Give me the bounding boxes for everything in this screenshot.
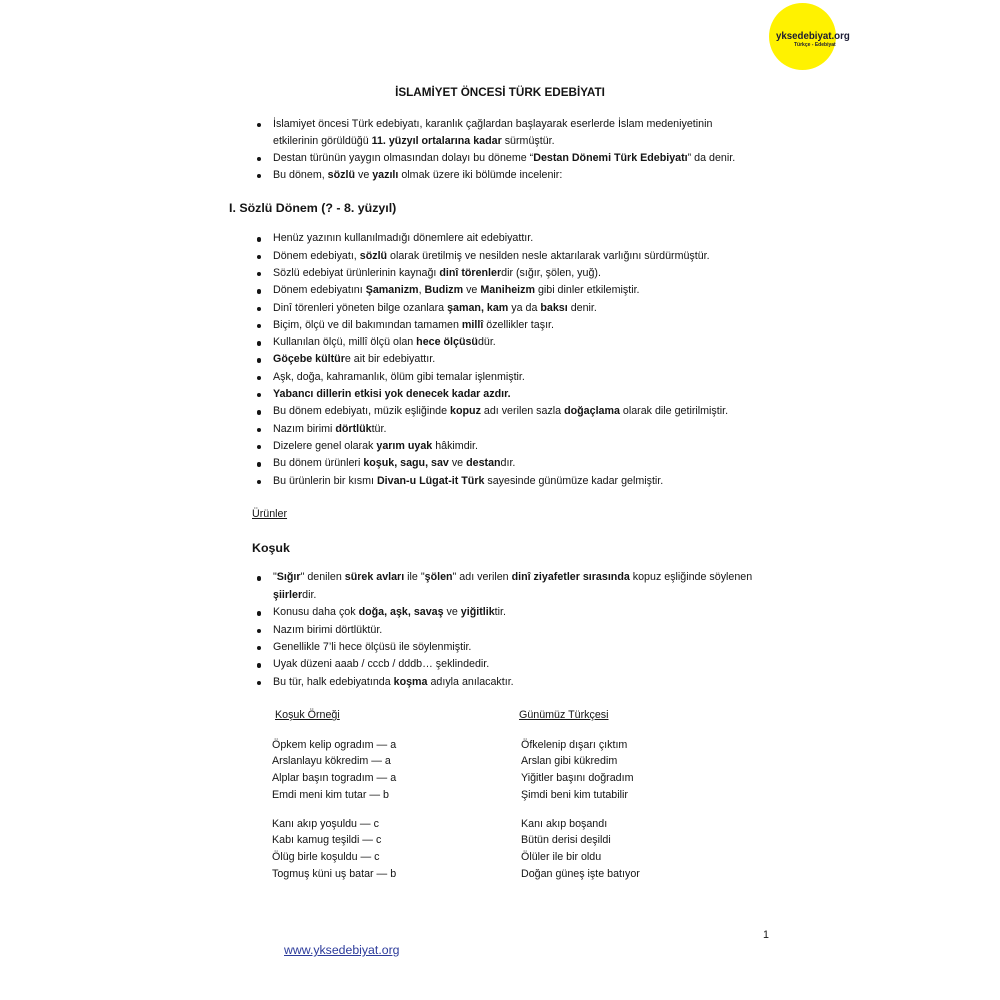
item-bold-text: yiğitlik xyxy=(460,606,495,619)
item-bold-text: baksı xyxy=(540,301,568,314)
item-bold-text: doğa, aşk, savaş xyxy=(358,606,444,619)
poem-line: Ölüg birle koşuldu — c xyxy=(272,851,380,864)
item-text: olmak üzere iki bölümde incelenir: xyxy=(398,168,563,181)
bullet-icon xyxy=(257,123,261,127)
item-text: Nazım birimi xyxy=(273,422,336,435)
bullet-icon xyxy=(257,462,261,466)
item-text: adı verilen sazla xyxy=(480,405,565,418)
bullet-icon xyxy=(257,428,261,432)
poem-original-title: Koşuk Örneği xyxy=(275,709,340,722)
list-item xyxy=(273,282,728,299)
item-bold-text: doğaçlama xyxy=(564,405,620,418)
poem-line: Bütün derisi deşildi xyxy=(521,834,611,847)
poem-modern-column xyxy=(521,737,640,883)
stanza xyxy=(272,816,396,883)
item-text: , xyxy=(418,284,425,297)
item-text: tir. xyxy=(494,606,506,619)
item-bold-text: Göçebe kültür xyxy=(273,353,345,366)
item-text: ve xyxy=(463,284,481,297)
list-item xyxy=(273,116,735,150)
item-text: etkilerinin görüldüğü xyxy=(273,134,372,147)
item-bold-text: destan xyxy=(466,457,501,470)
item-text: " xyxy=(273,571,277,584)
item-text: özellikler taşır. xyxy=(483,318,554,331)
item-bold-text: millî xyxy=(461,318,484,331)
website-link[interactable]: www.yksedebiyat.org xyxy=(284,943,400,957)
poem-line: Arslanlayu kökredim — a xyxy=(272,755,391,768)
item-text: Bu dönem, xyxy=(273,168,328,181)
item-bold-text: sürek avları xyxy=(344,571,405,584)
item-bold-text: yazılı xyxy=(372,168,399,181)
item-text: Uyak düzeni aaab / cccb / dddb… şeklindedir. xyxy=(273,658,490,671)
item-text: gibi dinler etkilemiştir. xyxy=(534,284,640,297)
item-text: Kullanılan ölçü, millî ölçü olan xyxy=(273,336,417,349)
item-bold-text: sözlü xyxy=(327,168,355,181)
item-text: tür. xyxy=(371,422,387,435)
item-text: Destan türünün yaygın olmasından dolayı bu döneme “ xyxy=(273,151,534,164)
bullet-icon xyxy=(257,611,261,615)
bullet-icon xyxy=(257,307,261,311)
poem-original-column xyxy=(272,737,396,883)
bullet-icon xyxy=(257,376,261,380)
item-text: Dizelere genel olarak xyxy=(273,439,377,452)
poem-line: Ölüler ile bir oldu xyxy=(521,851,602,864)
bullet-icon xyxy=(257,358,261,362)
poem-line: Kanı akıp yoşuldu — c xyxy=(272,817,379,830)
list-item xyxy=(273,438,728,455)
list-item xyxy=(273,473,728,490)
poem-line: Öpkem kelip ogradım — a xyxy=(272,738,397,751)
list-item xyxy=(273,230,728,247)
poem-line: Yiğitler başını doğradım xyxy=(521,772,634,785)
item-text: ile " xyxy=(404,571,425,584)
list-item xyxy=(273,656,752,673)
item-bold-text: Maniheizm xyxy=(480,284,535,297)
item-text: Nazım birimi dörtlüktür. xyxy=(273,623,383,636)
item-text: olarak dile getirilmiştir. xyxy=(619,405,729,418)
item-text: sürmüştür. xyxy=(501,134,555,147)
list-item xyxy=(273,265,728,282)
bullet-icon xyxy=(257,681,261,685)
bullet-icon xyxy=(257,629,261,633)
list-item xyxy=(273,167,735,184)
item-bold-text: Şamanizm xyxy=(365,284,419,297)
item-text: " adı verilen xyxy=(452,571,512,584)
item-text: Henüz yazının kullanılmadığı dönemlere ait edebiyattır. xyxy=(273,232,534,245)
item-text: Bu tür, halk edebiyatında xyxy=(273,675,394,688)
item-bold-text: dörtlük xyxy=(335,422,372,435)
item-bold-text: Divan-u Lügat-it Türk xyxy=(376,474,485,487)
list-item xyxy=(273,369,728,386)
item-bold-text: Budizm xyxy=(424,284,464,297)
poem-line: Togmuş küni uş batar — b xyxy=(272,867,397,880)
item-bold-text: şaman, kam xyxy=(447,301,509,314)
page-number: 1 xyxy=(763,929,769,942)
logo-tagline: Türkçe - Edebiyat xyxy=(794,42,836,48)
page-title: İSLAMİYET ÖNCESİ TÜRK EDEBİYATI xyxy=(395,86,605,99)
item-text: İslamiyet öncesi Türk edebiyatı, karanlık çağlardan başlayarak eserlerde İslam medeniyetinin xyxy=(273,117,713,130)
list-item xyxy=(273,639,752,656)
list-item xyxy=(273,150,735,167)
item-text: ya da xyxy=(508,301,541,314)
bullet-icon xyxy=(257,445,261,449)
item-text: Bu dönem edebiyatı, müzik eşliğinde xyxy=(273,405,451,418)
item-text: hâkimdir. xyxy=(432,439,478,452)
bullet-icon xyxy=(257,341,261,345)
oral-period-list xyxy=(273,230,728,489)
item-bold-text: sözlü xyxy=(359,249,388,262)
item-text: ve xyxy=(448,457,467,470)
stanza xyxy=(521,816,640,883)
item-text: e ait bir edebiyattır. xyxy=(344,353,436,366)
item-text: Konusu daha çok xyxy=(273,606,359,619)
item-text: dir (sığır, şölen, yuğ). xyxy=(501,266,601,279)
list-item xyxy=(273,248,728,265)
bullet-icon xyxy=(257,663,261,667)
bullet-icon xyxy=(257,174,261,178)
stanza xyxy=(521,737,640,804)
item-text: " denilen xyxy=(300,571,345,584)
bullet-icon xyxy=(257,646,261,650)
list-item xyxy=(273,351,728,368)
bullet-icon xyxy=(257,289,261,293)
list-item xyxy=(273,334,728,351)
item-bold-text: dinî ziyafetler sırasında xyxy=(511,571,630,584)
poem-line: Emdi meni kim tutar — b xyxy=(272,788,389,801)
item-text: Sözlü edebiyat ürünlerinin kaynağı xyxy=(273,266,440,279)
item-text: adıyla anılacaktır. xyxy=(427,675,514,688)
list-item xyxy=(273,674,752,691)
intro-list xyxy=(273,116,735,184)
poem-line: Kabı kamug teşildi — c xyxy=(272,834,382,847)
list-item xyxy=(273,386,728,403)
item-bold-text: şölen xyxy=(424,571,453,584)
item-text: kopuz eşliğinde söylenen xyxy=(629,571,753,584)
item-bold-text: dinî törenler xyxy=(439,266,502,279)
item-text: denir. xyxy=(567,301,597,314)
kosuk-heading: Koşuk xyxy=(252,541,290,555)
bullet-icon xyxy=(257,255,261,259)
item-text: dır. xyxy=(500,457,516,470)
products-label: Ürünler xyxy=(252,508,288,521)
bullet-icon xyxy=(257,324,261,328)
item-bold-text: koşuk, sagu, sav xyxy=(363,457,449,470)
item-bold-text: Destan Dönemi Türk Edebiyatı xyxy=(533,151,688,164)
poem-line: Doğan güneş işte batıyor xyxy=(521,867,640,880)
stanza xyxy=(272,737,396,804)
logo-name: yksedebiyat.org xyxy=(776,31,850,42)
section-heading-oral-period: I. Sözlü Dönem (? - 8. yüzyıl) xyxy=(229,201,397,215)
list-item xyxy=(273,300,728,317)
item-bold-text: koşma xyxy=(393,675,428,688)
bullet-icon xyxy=(257,272,261,276)
item-text: dir. xyxy=(302,588,317,601)
poem-line: Öfkelenip dışarı çıktım xyxy=(521,738,628,751)
item-text: sayesinde günümüze kadar gelmiştir. xyxy=(484,474,664,487)
poem-line: Şimdi beni kim tutabilir xyxy=(521,788,628,801)
poem-modern-title: Günümüz Türkçesi xyxy=(519,709,609,722)
item-text: Dönem edebiyatı, xyxy=(273,249,360,262)
item-bold-text: kopuz xyxy=(450,405,481,418)
bullet-icon xyxy=(257,237,261,241)
item-text: Dinî törenleri yöneten bilge ozanlara xyxy=(273,301,448,314)
item-text: ” da denir. xyxy=(687,151,736,164)
item-text: ve xyxy=(443,606,461,619)
list-item xyxy=(273,403,728,420)
item-bold-text: yarım uyak xyxy=(376,439,433,452)
list-item xyxy=(273,569,752,604)
poem-line: Arslan gibi kükredim xyxy=(521,755,618,768)
bullet-icon xyxy=(257,480,261,484)
item-bold-text: şiirler xyxy=(273,588,303,601)
bullet-icon xyxy=(257,157,261,161)
item-text: dür. xyxy=(477,336,496,349)
bullet-icon xyxy=(257,576,261,580)
item-bold-text: hece ölçüsü xyxy=(416,336,478,349)
item-text: Bu ürünlerin bir kısmı xyxy=(273,474,377,487)
item-bold-text: Sığır xyxy=(276,571,301,584)
poem-line: Kanı akıp boşandı xyxy=(521,817,608,830)
list-item xyxy=(273,421,728,438)
item-text: ve xyxy=(355,168,373,181)
list-item xyxy=(273,622,752,639)
item-bold-text: Yabancı dillerin etkisi yok denecek kadar azdır. xyxy=(273,388,511,401)
bullet-icon xyxy=(257,393,261,397)
poem-line: Alplar başın togradım — a xyxy=(272,772,397,785)
list-item xyxy=(273,455,728,472)
item-text: Aşk, doğa, kahramanlık, ölüm gibi temalar işlenmiştir. xyxy=(273,370,525,383)
item-text: Genellikle 7’li hece ölçüsü ile söylenmiştir. xyxy=(273,640,472,653)
item-bold-text: 11. yüzyıl ortalarına kadar xyxy=(371,134,502,147)
kosuk-list xyxy=(273,569,752,691)
item-text: olarak üretilmiş ve nesilden nesle aktarılarak varlığını sürdürmüştür. xyxy=(387,249,710,262)
item-text: Biçim, ölçü ve dil bakımından tamamen xyxy=(273,318,462,331)
item-text: Bu dönem ürünleri xyxy=(273,457,364,470)
item-text: Dönem edebiyatını xyxy=(273,284,366,297)
list-item xyxy=(273,317,728,334)
list-item xyxy=(273,604,752,621)
bullet-icon xyxy=(257,410,261,414)
